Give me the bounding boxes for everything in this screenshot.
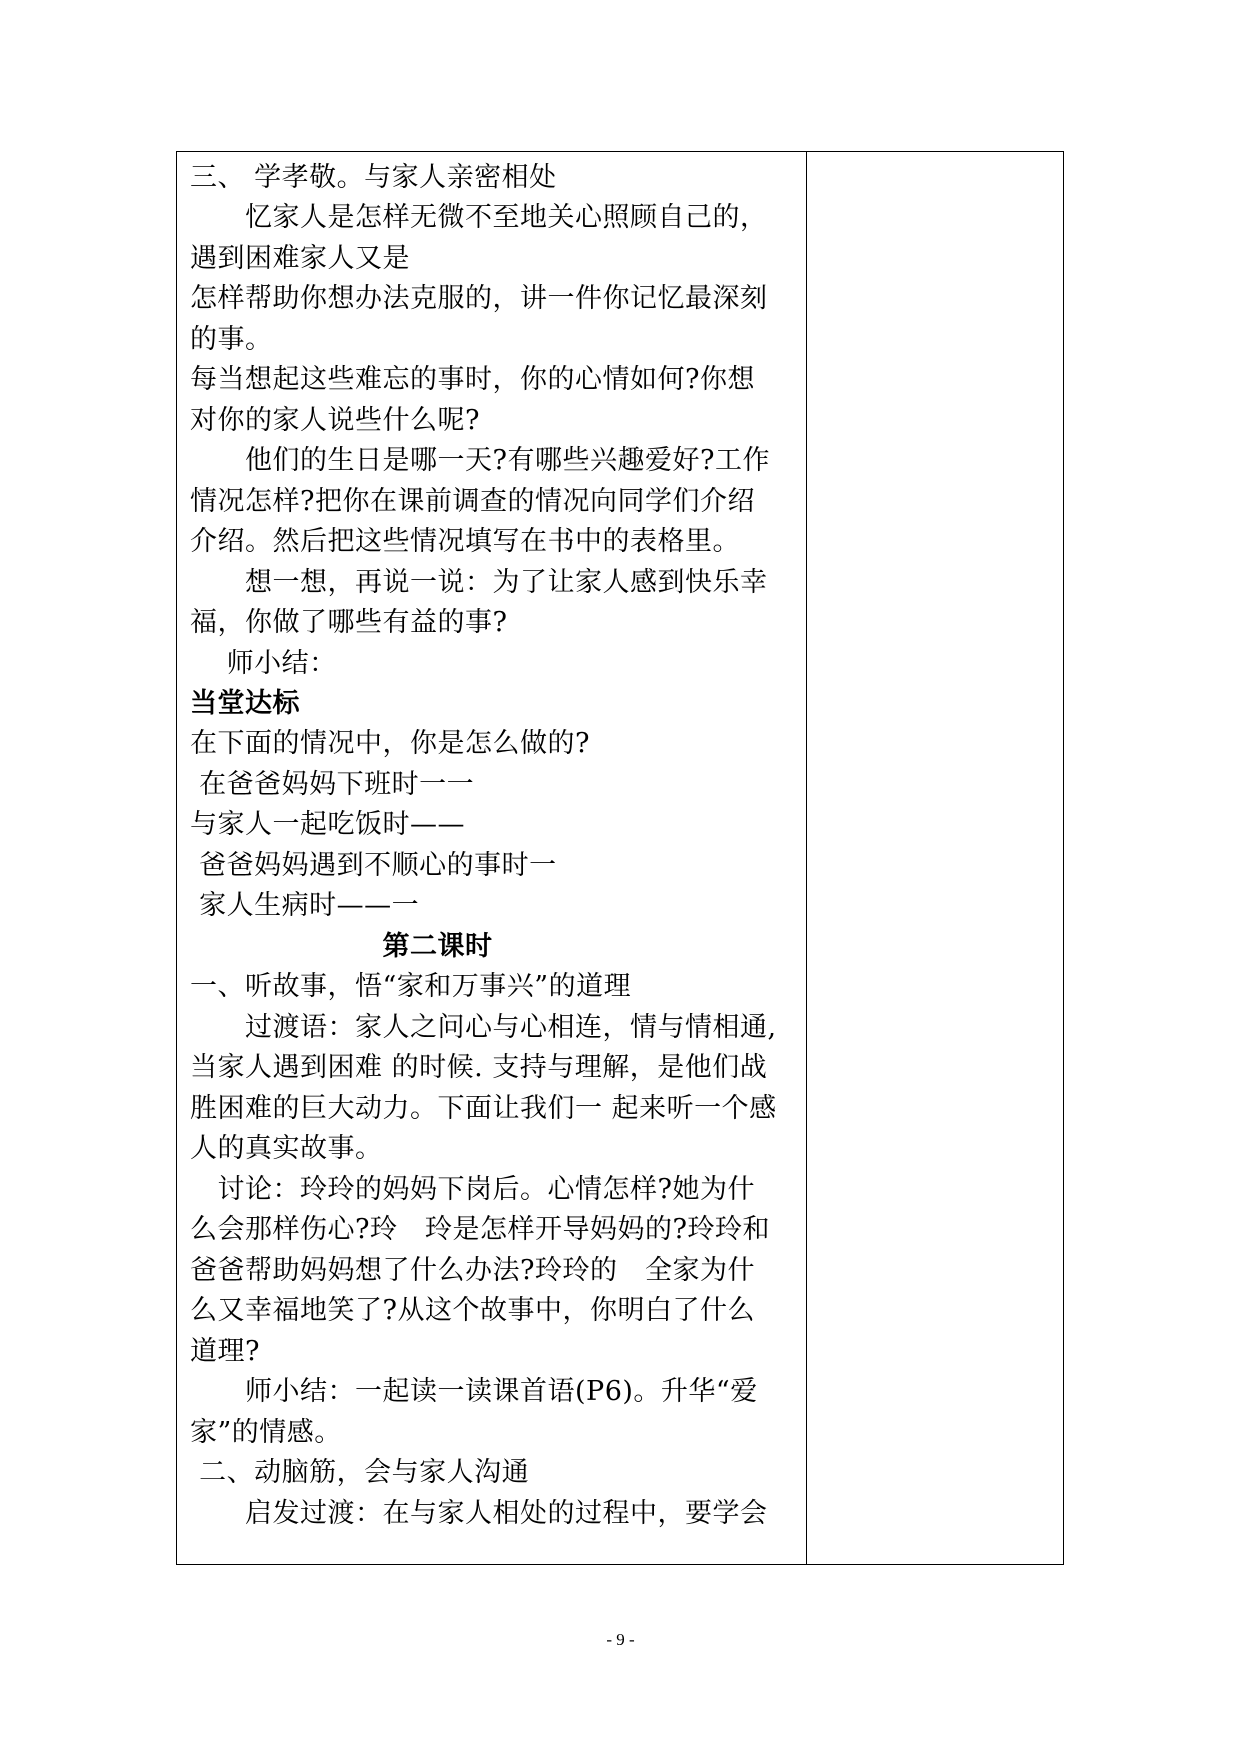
section-heading: 三、 学孝敬。与家人亲密相处 — [190, 162, 557, 193]
section-heading: 二、动脑筋，会与家人沟通 — [190, 1457, 530, 1488]
text-line: 么会那样伤心?玲 玲是怎样开导妈妈的?玲玲和 — [190, 1214, 770, 1245]
text-line: 家”的情感。 — [190, 1417, 342, 1448]
lesson-plan-table — [176, 151, 1064, 1565]
text-line: 么又幸福地笑了?从这个故事中，你明白了什么 — [190, 1295, 755, 1326]
text-line: 讨论：玲玲的妈妈下岗后。心情怎样?她为什 — [190, 1174, 755, 1205]
text-line: 爸爸帮助妈妈想了什么办法?玲玲的 全家为什 — [190, 1255, 755, 1286]
text-line: 在爸爸妈妈下班时一一 — [190, 769, 475, 800]
text-line: 胜困难的巨大动力。下面让我们一 起来听一个感 — [190, 1093, 777, 1124]
text-line: 他们的生日是哪一天?有哪些兴趣爱好?工作 — [190, 445, 770, 476]
text-line: 人的真实故事。 — [190, 1133, 383, 1164]
column-divider — [806, 152, 807, 1564]
text-line: 怎样帮助你想办法克服的，讲一件你记忆最深刻 — [190, 283, 768, 314]
text-line: 每当想起这些难忘的事时，你的心情如何?你想 — [190, 364, 755, 395]
subheading: 当堂达标 — [190, 688, 300, 719]
text-line: 想一想，再说一说：为了让家人感到快乐幸 — [190, 567, 768, 598]
section-heading: 一、听故事，悟“家和万事兴”的道理 — [190, 971, 632, 1002]
page-number: - 9 - — [606, 1630, 635, 1649]
text-line: 师小结： — [190, 648, 337, 679]
text-line: 忆家人是怎样无微不至地关心照顾自己的， — [190, 202, 768, 233]
lesson-period-heading: 第二课时 — [190, 931, 493, 962]
text-line: 启发过渡：在与家人相处的过程中，要学会 — [190, 1498, 768, 1529]
text-line: 与家人一起吃饭时—— — [190, 809, 465, 840]
text-line: 介绍。然后把这些情况填写在书中的表格里。 — [190, 526, 740, 557]
text-line: 的事。 — [190, 324, 273, 355]
text-line: 家人生病时——一 — [190, 890, 420, 921]
text-line: 对你的家人说些什么呢? — [190, 405, 480, 436]
text-line: 福，你做了哪些有益的事? — [190, 607, 508, 638]
text-line: 在下面的情况中，你是怎么做的? — [190, 728, 590, 759]
text-line: 过渡语：家人之问心与心相连，情与情相通, — [190, 1012, 777, 1043]
text-line: 遇到困难家人又是 — [190, 243, 410, 274]
text-line: 当家人遇到困难 的时候. 支持与理解，是他们战 — [190, 1052, 768, 1083]
text-line: 师小结：一起读一读课首语(P6)。升华“爱 — [190, 1376, 758, 1407]
text-line: 爸爸妈妈遇到不顺心的事时一 — [190, 850, 557, 881]
text-line: 情况怎样?把你在课前调查的情况向同学们介绍 — [190, 486, 755, 517]
text-line: 道理? — [190, 1336, 260, 1367]
lesson-content-cell — [190, 152, 802, 1564]
